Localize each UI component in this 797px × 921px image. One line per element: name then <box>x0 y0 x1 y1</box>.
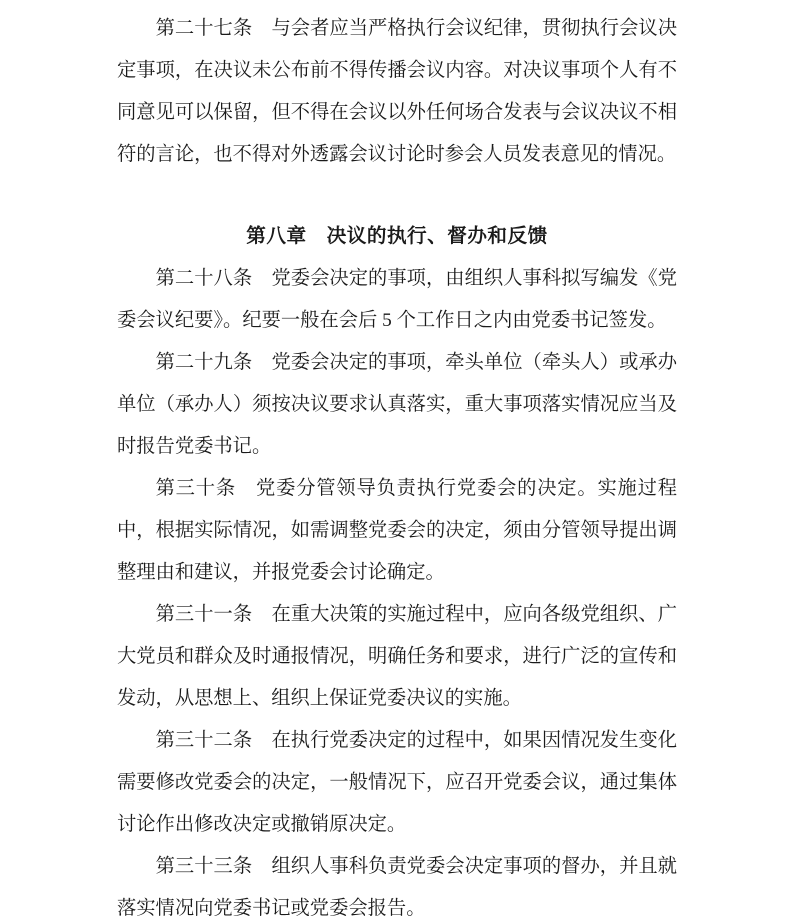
document-content <box>117 8 677 921</box>
article-28-paragraph: 第二十八条 党委会决定的事项，由组织人事科拟写编发《党委会议纪要》。纪要一般在会后 5 个工作日之内由党委书记签发。 <box>117 268 677 331</box>
article-30-paragraph: 第三十条 党委分管领导负责执行党委会的决定。实施过程中，根据实际情况，如需调整党委会的决定，须由分管领导提出调整理由和建议，并报党委会讨论确定。 <box>117 478 677 583</box>
article-32-paragraph: 第三十二条 在执行党委决定的过程中，如果因情况发生变化需要修改党委会的决定，一般情况下，应召开党委会议，通过集体讨论作出修改决定或撤销原决定。 <box>117 730 677 835</box>
article-33-paragraph: 第三十三条 组织人事科负责党委会决定事项的督办，并且就落实情况向党委书记或党委会报告。 <box>117 856 677 919</box>
chapter-8-heading: 第八章 决议的执行、督办和反馈 <box>246 226 548 247</box>
article-29-paragraph: 第二十九条 党委会决定的事项，牵头单位（牵头人）或承办单位（承办人）须按决议要求认真落实，重大事项落实情况应当及时报告党委书记。 <box>117 352 677 457</box>
article-31-paragraph: 第三十一条 在重大决策的实施过程中，应向各级党组织、广大党员和群众及时通报情况，明确任务和要求，进行广泛的宣传和发动，从思想上、组织上保证党委决议的实施。 <box>117 604 677 709</box>
article-27-paragraph: 第二十七条 与会者应当严格执行会议纪律，贯彻执行会议决定事项，在决议未公布前不得传播会议内容。对决议事项个人有不同意见可以保留，但不得在会议以外任何场合发表与会议决议不相符的言论，也不得对外透露会议讨论时参会人员发表意见的情况。 <box>117 18 677 165</box>
